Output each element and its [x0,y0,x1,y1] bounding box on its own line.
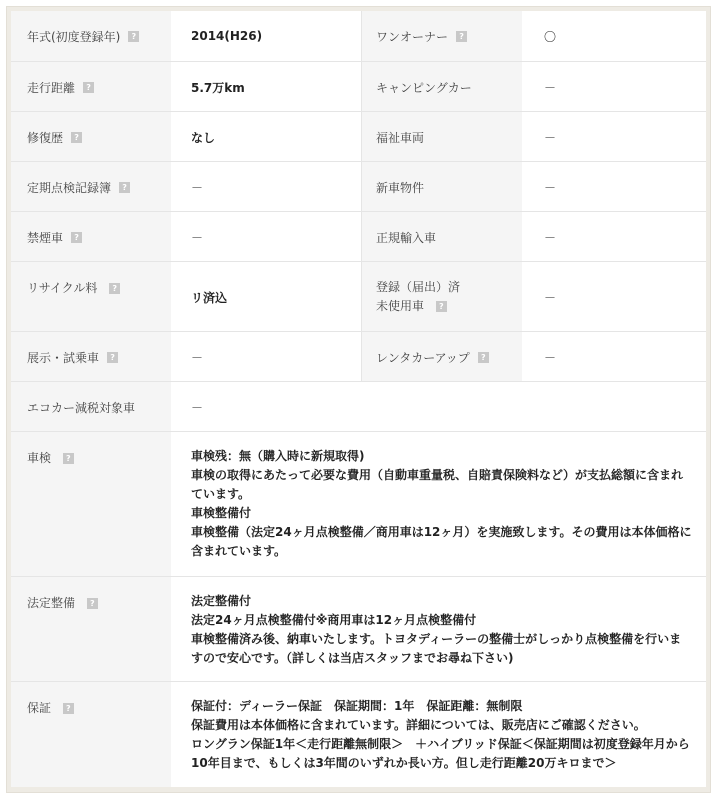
table-row [11,61,706,112]
inspection-line: 車検の取得にあたって必要な費用（自動車重量税、自賠責保険料など）が支払総額に含まれ [191,468,684,482]
year-label [11,11,171,61]
welfare-vehicle-label: 福祉車両 [361,112,522,162]
maintenance-line: 法定整備付 [191,594,252,608]
year-label-text: 年式(初度登録年) [27,29,121,44]
table-row [11,161,706,212]
mileage-value: 5.7万km [171,62,361,112]
record-value: － [171,162,361,212]
registered-unused-line2: 未使用車 [376,299,425,313]
nonsmoking-label [11,212,171,262]
mileage-label-text: 走行距離 [27,80,76,95]
help-icon[interactable]: ? [83,82,94,93]
maintenance-value [171,577,706,682]
inspection-value [171,432,706,577]
help-icon[interactable]: ? [456,31,467,42]
inspection-line: 車検整備付 [191,506,252,520]
warranty-line: 10年目まで、もしくは3年間のいずれか長い方。但し走行距離20万キロまで＞ [191,756,617,770]
nonsmoking-label-text: 禁煙車 [27,230,64,245]
demo-label [11,332,171,382]
recycle-value: リ済込 [171,262,361,332]
repair-label-text: 修復歴 [27,130,64,145]
one-owner-value: 〇 [522,11,706,61]
help-icon[interactable]: ? [71,232,82,243]
help-icon[interactable]: ? [109,283,120,294]
help-icon[interactable]: ? [63,453,74,464]
table-row [11,431,706,577]
repair-value: なし [171,112,361,162]
year-value: 2014(H26) [171,11,361,61]
warranty-line: 保証付：ディーラー保証 保証期間：1年 保証距離：無制限 [191,699,523,713]
warranty-label-text: 保証 [27,701,52,715]
warranty-line: ロングラン保証1年＜走行距離無制限＞ ＋ハイブリッド保証＜保証期間は初度登録年月から [191,737,690,751]
warranty-value [171,682,706,787]
import-label: 正規輸入車 [361,212,522,262]
table-row [11,211,706,262]
help-icon[interactable]: ? [119,182,130,193]
one-owner-label-text: ワンオーナー [376,29,449,44]
rental-value: － [522,332,706,382]
eco-label: エコカー減税対象車 [11,382,171,432]
table-row [11,381,706,432]
maintenance-line: 車検整備済み後、納車いたします。トヨタディーラーの整備士がしっかり点検整備を行いま [191,632,682,646]
maintenance-label-text: 法定整備 [27,596,76,610]
camping-car-value: － [522,62,706,112]
help-icon[interactable]: ? [107,352,118,363]
record-label [11,162,171,212]
welfare-vehicle-value: － [522,112,706,162]
eco-value: － [171,382,706,432]
warranty-line: 保証費用は本体価格に含まれています。詳細については、販売店にご確認ください。 [191,718,646,732]
registered-unused-line1: 登録（届出）済 [376,280,461,294]
mileage-label [11,62,171,112]
camping-car-label: キャンピングカー [361,62,522,112]
help-icon[interactable]: ? [128,31,139,42]
recycle-label [11,262,171,332]
registered-unused-label [361,262,522,332]
one-owner-label [361,11,522,61]
help-icon[interactable]: ? [87,598,98,609]
import-value: － [522,212,706,262]
rental-label [361,332,522,382]
inspection-line: 含まれています。 [191,544,287,558]
repair-label [11,112,171,162]
help-icon[interactable]: ? [63,703,74,714]
recycle-label-text: リサイクル料 [27,281,98,295]
record-label-text: 定期点検記録簿 [27,180,112,195]
table-row [11,261,706,332]
demo-value: － [171,332,361,382]
table-row [11,331,706,382]
inspection-line: 車検残：無（購入時に新規取得) [191,449,365,463]
inspection-line: 車検整備（法定24ヶ月点検整備／商用車は12ヶ月）を実施致します。その費用は本体価格に [191,525,692,539]
table-row [11,576,706,682]
nonsmoking-value: － [171,212,361,262]
help-icon[interactable]: ? [478,352,489,363]
inspection-label-text: 車検 [27,451,52,465]
spec-table [6,6,711,793]
inspection-line: ています。 [191,487,251,501]
help-icon[interactable]: ? [71,132,82,143]
maintenance-line: すので安心です。（詳しくは当店スタッフまでお尋ね下さい) [191,651,514,665]
table-row [11,681,706,787]
help-icon[interactable]: ? [436,301,447,312]
new-car-label: 新車物件 [361,162,522,212]
maintenance-label [11,577,171,682]
new-car-value: － [522,162,706,212]
inspection-label [11,432,171,577]
warranty-label [11,682,171,787]
registered-unused-value: － [522,262,706,332]
demo-label-text: 展示・試乗車 [27,350,100,365]
table-row [11,11,706,61]
maintenance-line: 法定24ヶ月点検整備付※商用車は12ヶ月点検整備付 [191,613,477,627]
table-row [11,111,706,162]
rental-label-text: レンタカーアップ [376,350,470,365]
